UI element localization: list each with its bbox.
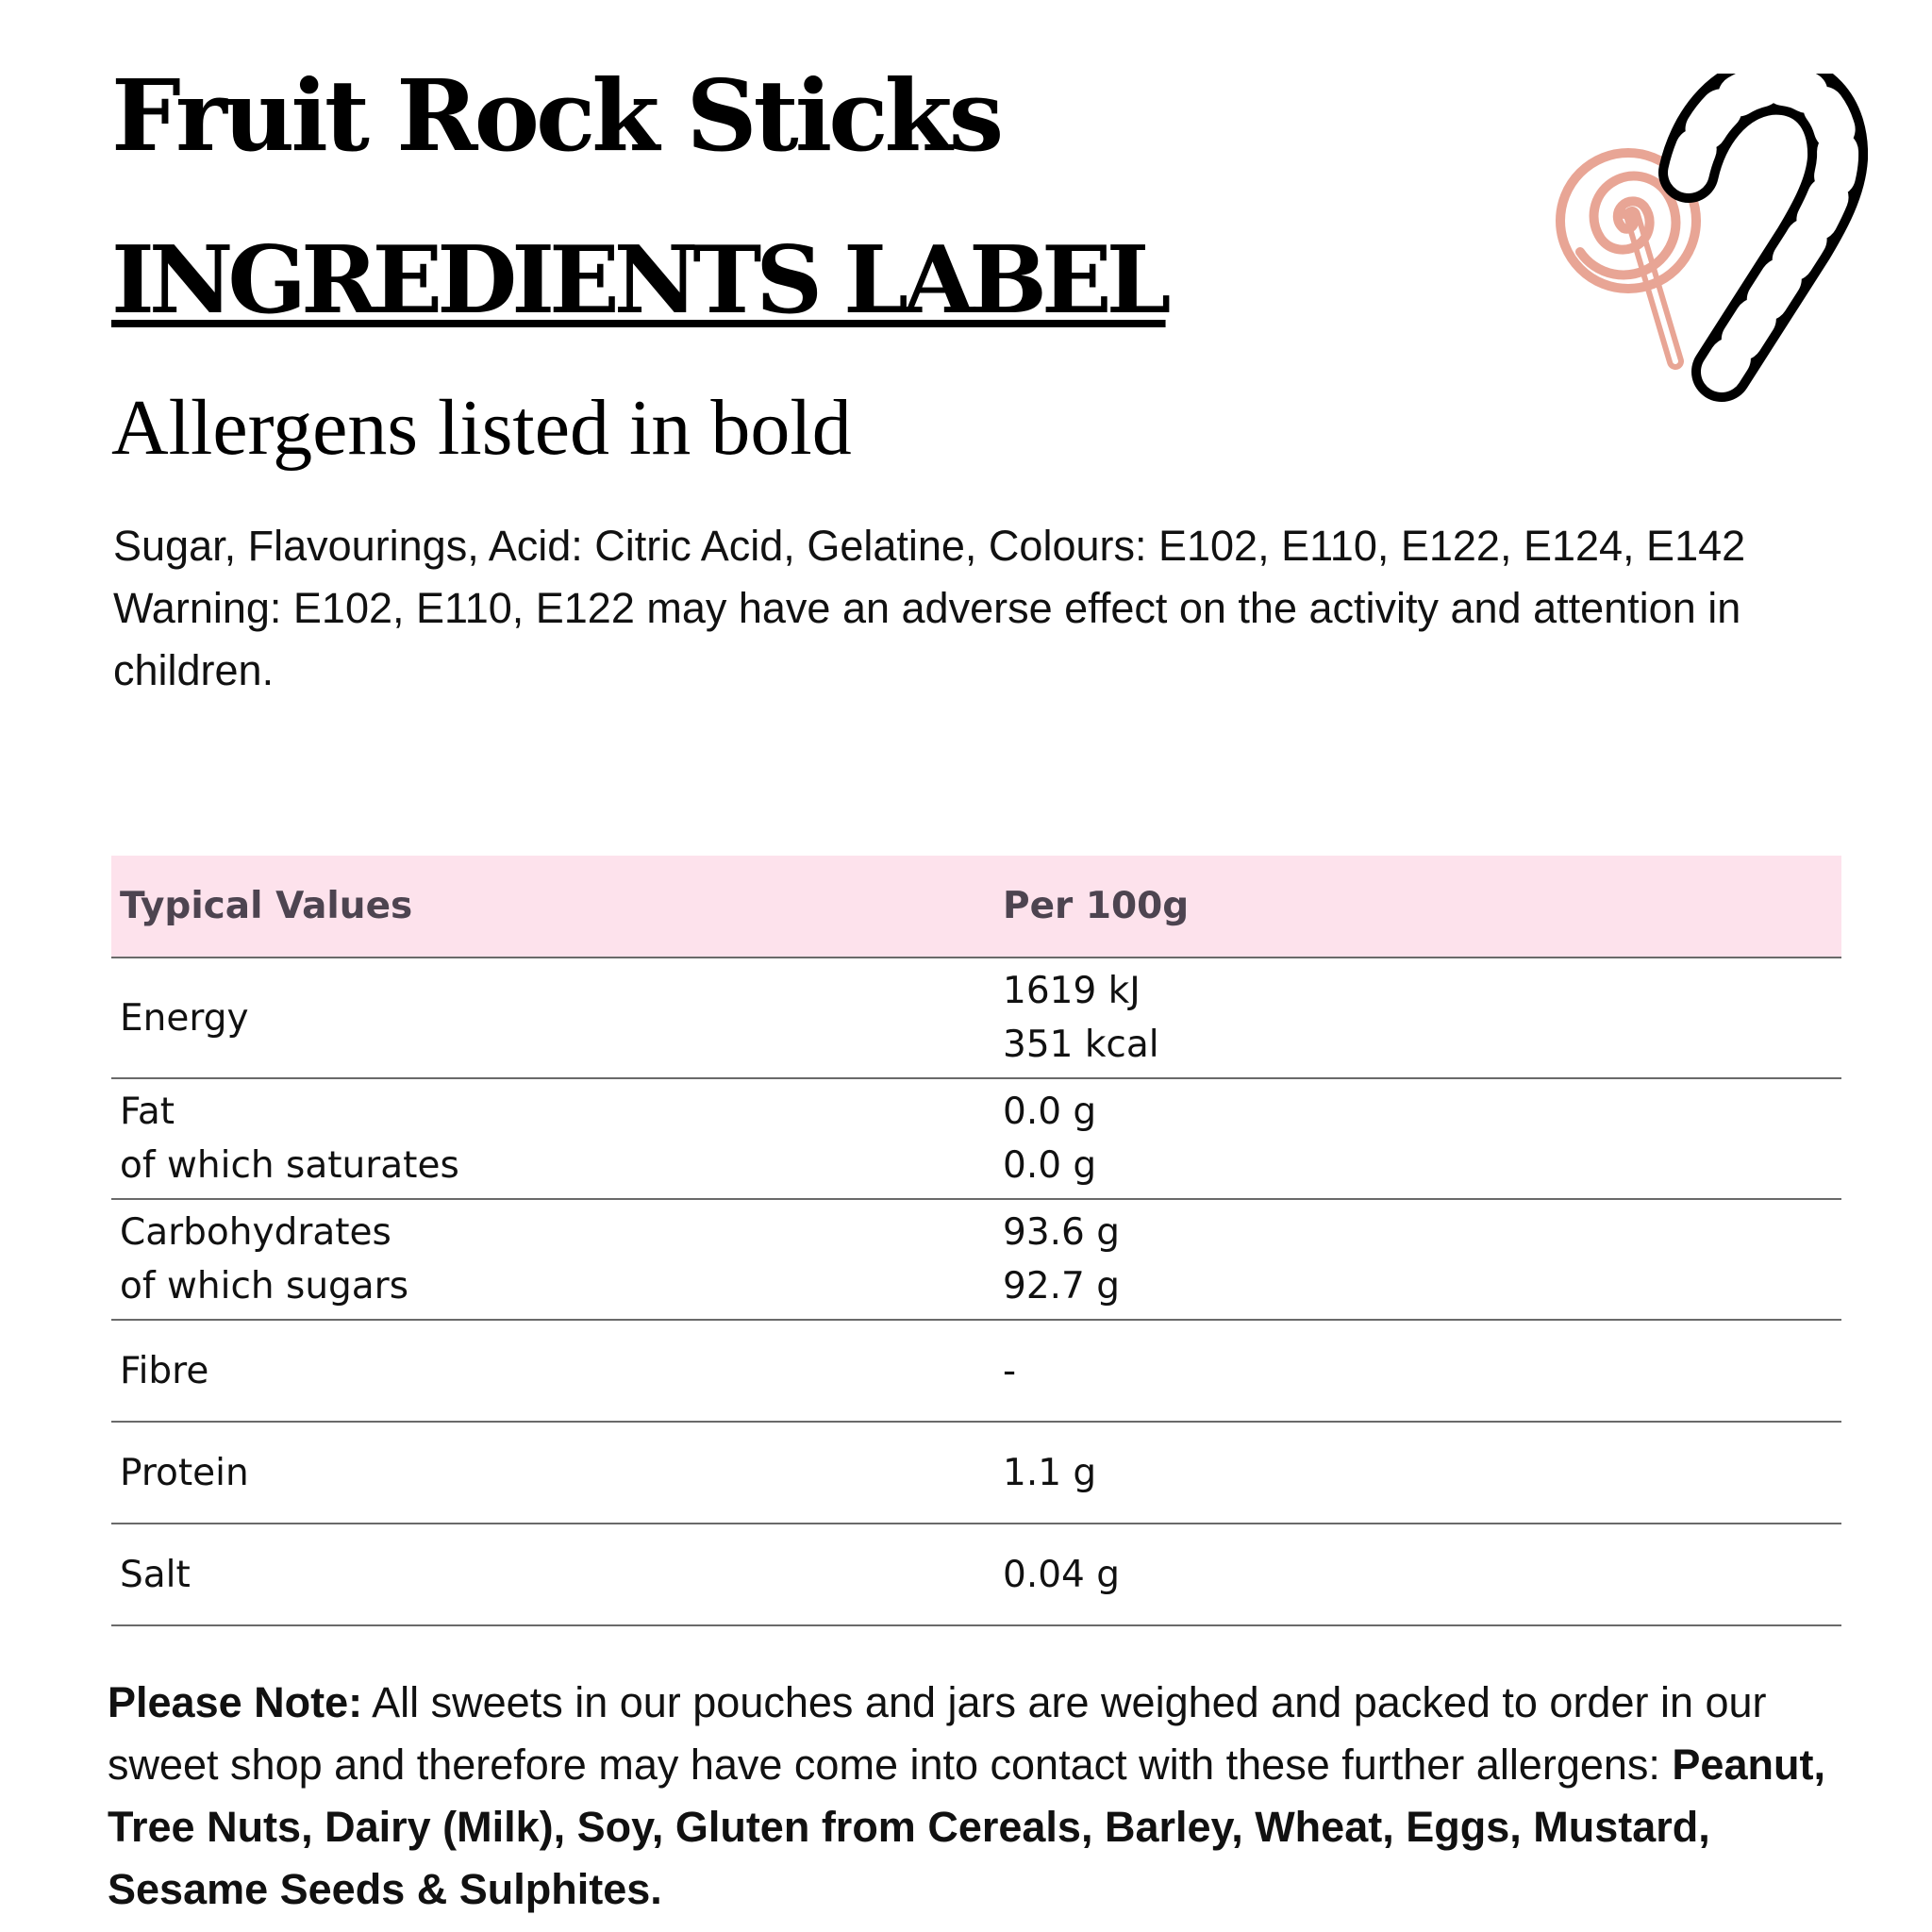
row-value: 1619 kJ [1003,970,1141,1012]
sweets-icons-svg [1538,74,1868,404]
ingredients-list: Sugar, Flavourings, Acid: Citric Acid, Gelatine, Colours: E102, E110, E122, E124, E142 [113,522,1746,570]
nutrition-row-fat [111,1078,1841,1199]
row-label: Energy [120,996,249,1040]
ingredients-block [113,515,1858,702]
protein-value: 1.1 g [994,1422,1841,1524]
header-per-100g: Per 100g [994,856,1841,958]
protein-label: Protein [111,1422,994,1524]
nutrition-row-energy [111,958,1841,1078]
row-value: 92.7 g [1003,1265,1120,1307]
row-label: Carbohydrates [120,1211,391,1254]
allergen-note [108,1672,1853,1921]
energy-value [994,958,1841,1078]
label-heading: INGREDIENTS LABEL [111,226,1166,335]
nutrition-table [111,856,1841,1626]
colour-warning: Warning: E102, E110, E122 may have an adverse effect on the activity and attention in children. [113,584,1741,694]
nutrition-row-carbohydrates [111,1199,1841,1320]
product-title: Fruit Rock Sticks [111,58,1001,174]
fibre-label: Fibre [111,1320,994,1422]
allergen-heading: Allergens listed in bold [111,384,852,472]
header-typical-values: Typical Values [111,856,994,958]
row-sublabel: of which sugars [120,1265,409,1307]
fat-label [111,1078,994,1199]
salt-value: 0.04 g [994,1524,1841,1625]
row-value: 351 kcal [1003,1024,1159,1066]
note-lead: Please Note: [108,1678,363,1726]
sweets-illustration [1538,74,1868,408]
energy-label [111,958,994,1078]
note-body: All sweets in our pouches and jars are weighed and packed to order in our sweet shop and therefore may have come into contact with these further allergens: [108,1678,1767,1789]
fibre-value: - [994,1320,1841,1422]
row-sublabel: of which saturates [120,1144,459,1187]
note-allergens: Peanut, Tree Nuts, Dairy (Milk), Soy, Gluten from Cereals, Barley, Wheat, Eggs, Mustard, Sesame Seeds & Sulphites. [108,1740,1825,1913]
nutrition-row-salt [111,1524,1841,1625]
nutrition-row-protein [111,1422,1841,1524]
nutrition-row-fibre [111,1320,1841,1422]
fat-value [994,1078,1841,1199]
row-value: 0.0 g [1003,1144,1097,1187]
nutrition-header-row [111,856,1841,958]
candy-cane-icon [1689,85,1838,372]
row-label: Fat [120,1091,175,1133]
row-value: 93.6 g [1003,1211,1120,1254]
carbohydrates-label [111,1199,994,1320]
salt-label: Salt [111,1524,994,1625]
carbohydrates-value [994,1199,1841,1320]
row-value: 0.0 g [1003,1091,1097,1133]
